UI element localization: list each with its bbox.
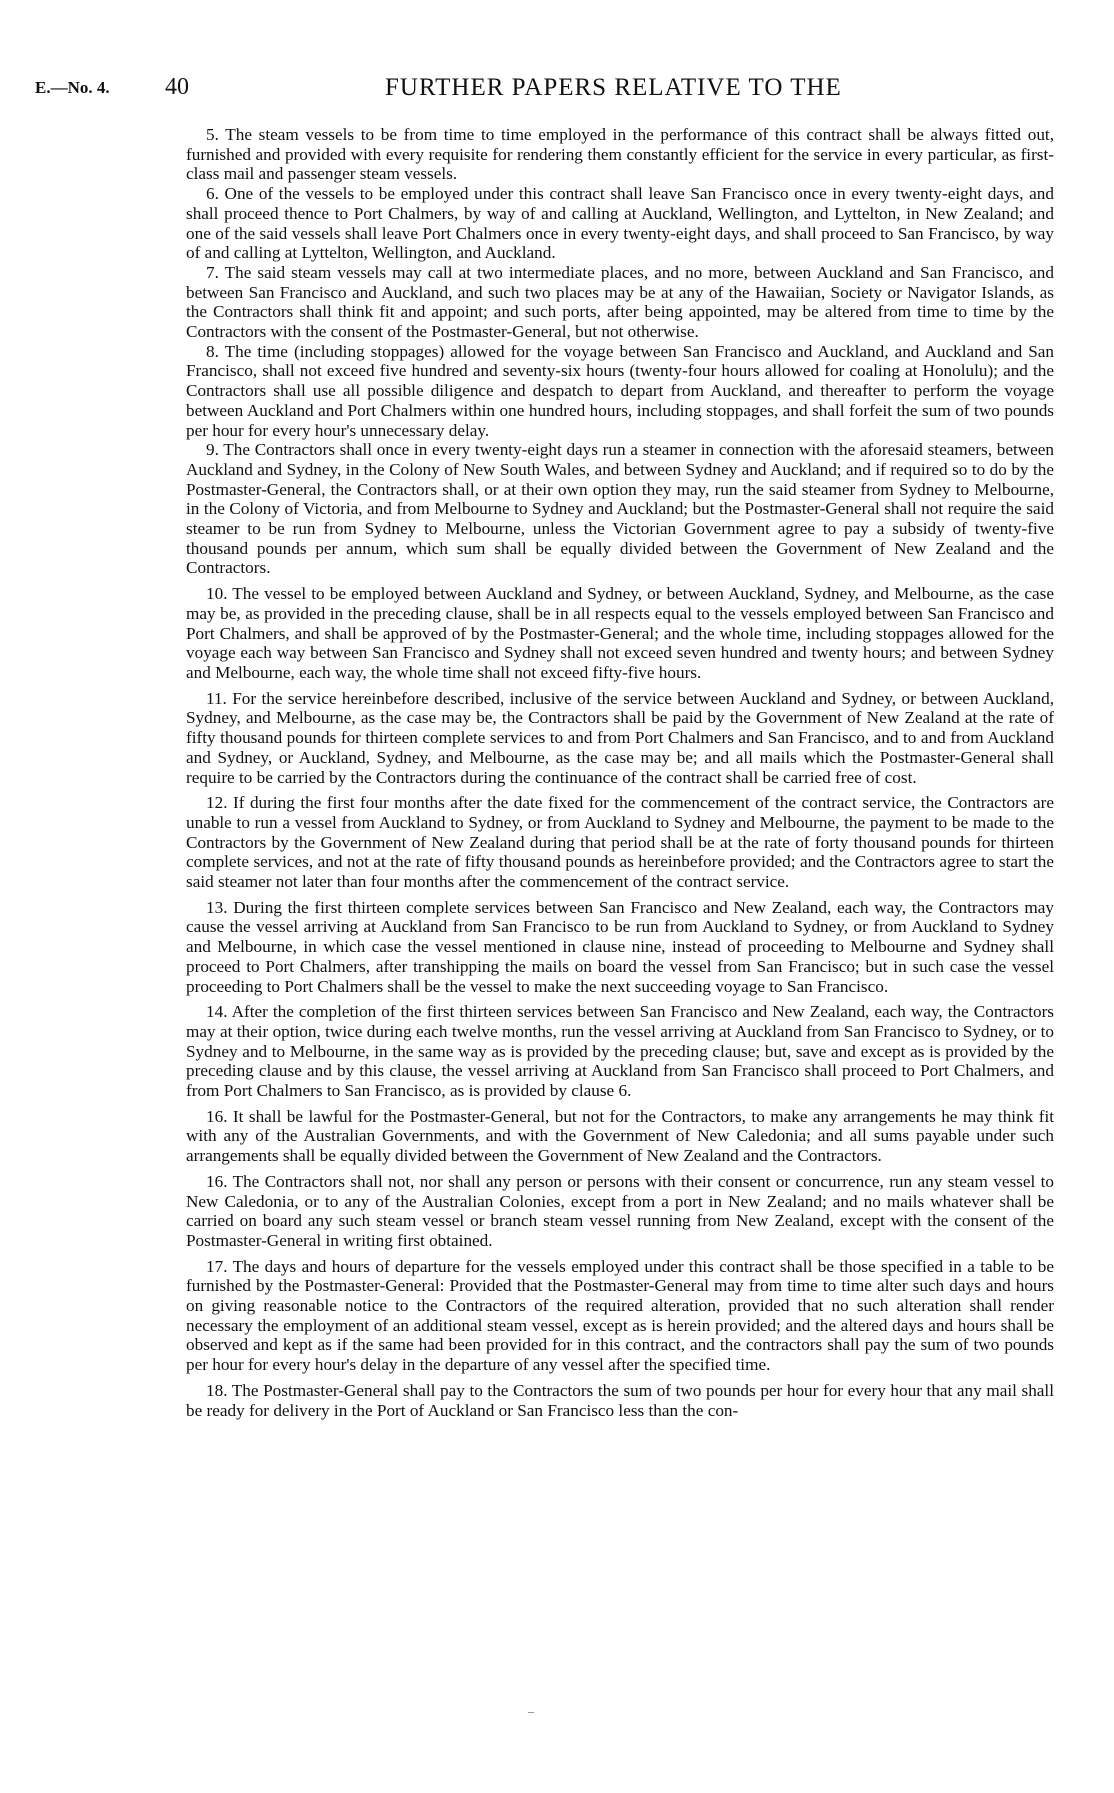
page-header: [35, 74, 1084, 108]
clause-14: 14. After the completion of the first thirteen services between San Francisco and New Zealand, each way, the Contractors may at their option, twice during each twelve months, run the vessel arriving at Auckland from San Francisco to Sydney, or to Sydney and to Melbourne, in the same way as is provided by the preceding clause; but, save and except as is provided by the preceding clause and by this clause, the vessel arriving at Auckland from San Francisco shall proceed to Port Chalmers, and from Port Chalmers to San Francisco, as is provided by clause 6.: [186, 1002, 1054, 1101]
clause-13: 13. During the first thirteen complete services between San Francisco and New Zealand, each way, the Contractors may cause the vessel arriving at Auckland from San Francisco to be run from Auckland to Sydney, or from Auckland to Sydney and Melbourne, in which case the vessel mentioned in clause nine, instead of proceeding to Melbourne and Sydney shall proceed to Port Chalmers, after transhipping the mails on board the vessel from San Francisco; but in such case the vessel proceeding to Port Chalmers shall be the vessel to make the next succeeding voyage to San Francisco.: [186, 897, 1054, 996]
clause-16: 16. The Contractors shall not, nor shall any person or persons with their consent or concurrence, run any steam vessel to New Caledonia, or to any of the Australian Colonies, except from a port in New Zealand; and no mails whatever shall be carried on board any such steam vessel or branch steam vessel running from New Zealand, except with the consent of the Postmaster-General in writing first obtained.: [186, 1171, 1054, 1250]
document-body: [186, 125, 1054, 1420]
clause-18: 18. The Postmaster-General shall pay to the Contractors the sum of two pounds per hour for every hour that any mail shall be ready for delivery in the Port of Auckland or San Francisco less than the con-: [186, 1380, 1054, 1420]
clause-12: 12. If during the first four months after the date fixed for the commencement of the contract service, the Contractors are unable to run a vessel from Auckland to Sydney, or from Auckland to Sydney and Melbourne, the payment to be made to the Contractors by the Government of New Zealand during that period shall be at the rate of forty thousand pounds for thirteen complete services, and not at the rate of fifty thousand pounds as hereinbefore provided; and the Contractors agree to start the said steamer not later than four months after the commencement of the contract service.: [186, 793, 1054, 892]
clause-11: 11. For the service hereinbefore described, inclusive of the service between Auckland and Sydney, or between Auckland, Sydney, and Melbourne, as the case may be, the Contractors shall be paid by the Government of New Zealand at the rate of fifty thousand pounds for thirteen complete services to and from Port Chalmers and San Francisco, and to and from Auckland and Sydney, or Auckland, Sydney, and Melbourne, as the case may be; and all mails which the Postmaster-General shall require to be carried by the Contractors during the continuance of the contract shall be carried free of cost.: [186, 688, 1054, 787]
clause-5: 5. The steam vessels to be from time to time employed in the performance of this contract shall be always fitted out, furnished and provided with every requisite for rendering them constantly efficient for the service in every particular, as first-class mail and passenger steam vessels.: [186, 125, 1054, 184]
clause-15: 16. It shall be lawful for the Postmaster-General, but not for the Contractors, to make any arrangements he may think fit with any of the Australian Governments, and with the Government of New Caledonia; and all sums payable under such arrangements shall be equally divided between the Government of New Zealand and the Contractors.: [186, 1106, 1054, 1166]
clause-6: 6. One of the vessels to be employed under this contract shall leave San Francisco once in every twenty-eight days, and shall proceed thence to Port Chalmers, by way of and calling at Auckland, Wellington, and Lyttelton, in New Zealand; and one of the said vessels shall leave Port Chalmers once in every twenty-eight days, and shall proceed to San Francisco, by way of and calling at Lyttelton, Wellington, and Auckland.: [186, 184, 1054, 263]
page-number: 40: [165, 74, 189, 100]
running-title: FURTHER PAPERS RELATIVE TO THE: [385, 74, 842, 101]
clause-8: 8. The time (including stoppages) allowed for the voyage between San Francisco and Auckland, and Auckland and San Francisco, shall not exceed five hundred and seventy-six hours (twenty-four hours allowed for coaling at Honolulu); and the Contractors shall use all possible diligence and despatch to depart from Auckland, and thereafter to perform the voyage between Auckland and Port Chalmers within one hundred hours, including stoppages, and shall forfeit the sum of two pounds per hour for every hour's unnecessary delay.: [186, 341, 1054, 440]
page-mark: [528, 1712, 534, 1713]
clause-17: 17. The days and hours of departure for the vessels employed under this contract shall be those specified in a table to be furnished by the Postmaster-General: Provided that the Postmaster-General may from time to time alter such days and hours on giving reasonable notice to the Contractors of the required alteration, provided that no such alteration shall render necessary the employment of an additional steam vessel, except as is herein provided; and the altered days and hours shall be observed and kept as if the same had been provided for in this contract, and the contractors shall pay the sum of two pounds per hour for every hour's delay in the departure of any vessel after the specified time.: [186, 1256, 1054, 1375]
clause-7: 7. The said steam vessels may call at two intermediate places, and no more, between Auckland and San Francisco, and between San Francisco and Auckland, and such two places may be at any of the Hawaiian, Society or Navigator Islands, as the Contractors shall think fit and appoint; and such ports, after being appointed, may be altered from time to time by the Contractors with the consent of the Postmaster-General, but not otherwise.: [186, 262, 1054, 342]
document-reference: E.—No. 4.: [35, 78, 110, 97]
clause-10: 10. The vessel to be employed between Auckland and Sydney, or between Auckland, Sydney, and Melbourne, as the case may be, as provided in the preceding clause, shall be in all respects equal to the vessels employed between San Francisco and Port Chalmers, and shall be approved of by the Postmaster-General; and the whole time, including stoppages allowed for the voyage each way between San Francisco and Sydney shall not exceed seven hundred and twenty hours; and between Sydney and Melbourne, each way, the whole time shall not exceed fifty-five hours.: [186, 584, 1054, 682]
clause-9: 9. The Contractors shall once in every twenty-eight days run a steamer in connection with the aforesaid steamers, between Auckland and Sydney, in the Colony of New South Wales, and between Sydney and Auckland; and if required so to do by the Postmaster-General, the Contractors shall, or at their own option they may, run the said steamer from Sydney to Melbourne, in the Colony of Victoria, and from Melbourne to Sydney and Auckland; but the Postmaster-General shall not require the said steamer to be run from Sydney to Melbourne, unless the Victorian Government agree to pay a subsidy of twenty-five thousand pounds per annum, which sum shall be equally divided between the Government of New Zealand and the Contractors.: [186, 440, 1054, 578]
